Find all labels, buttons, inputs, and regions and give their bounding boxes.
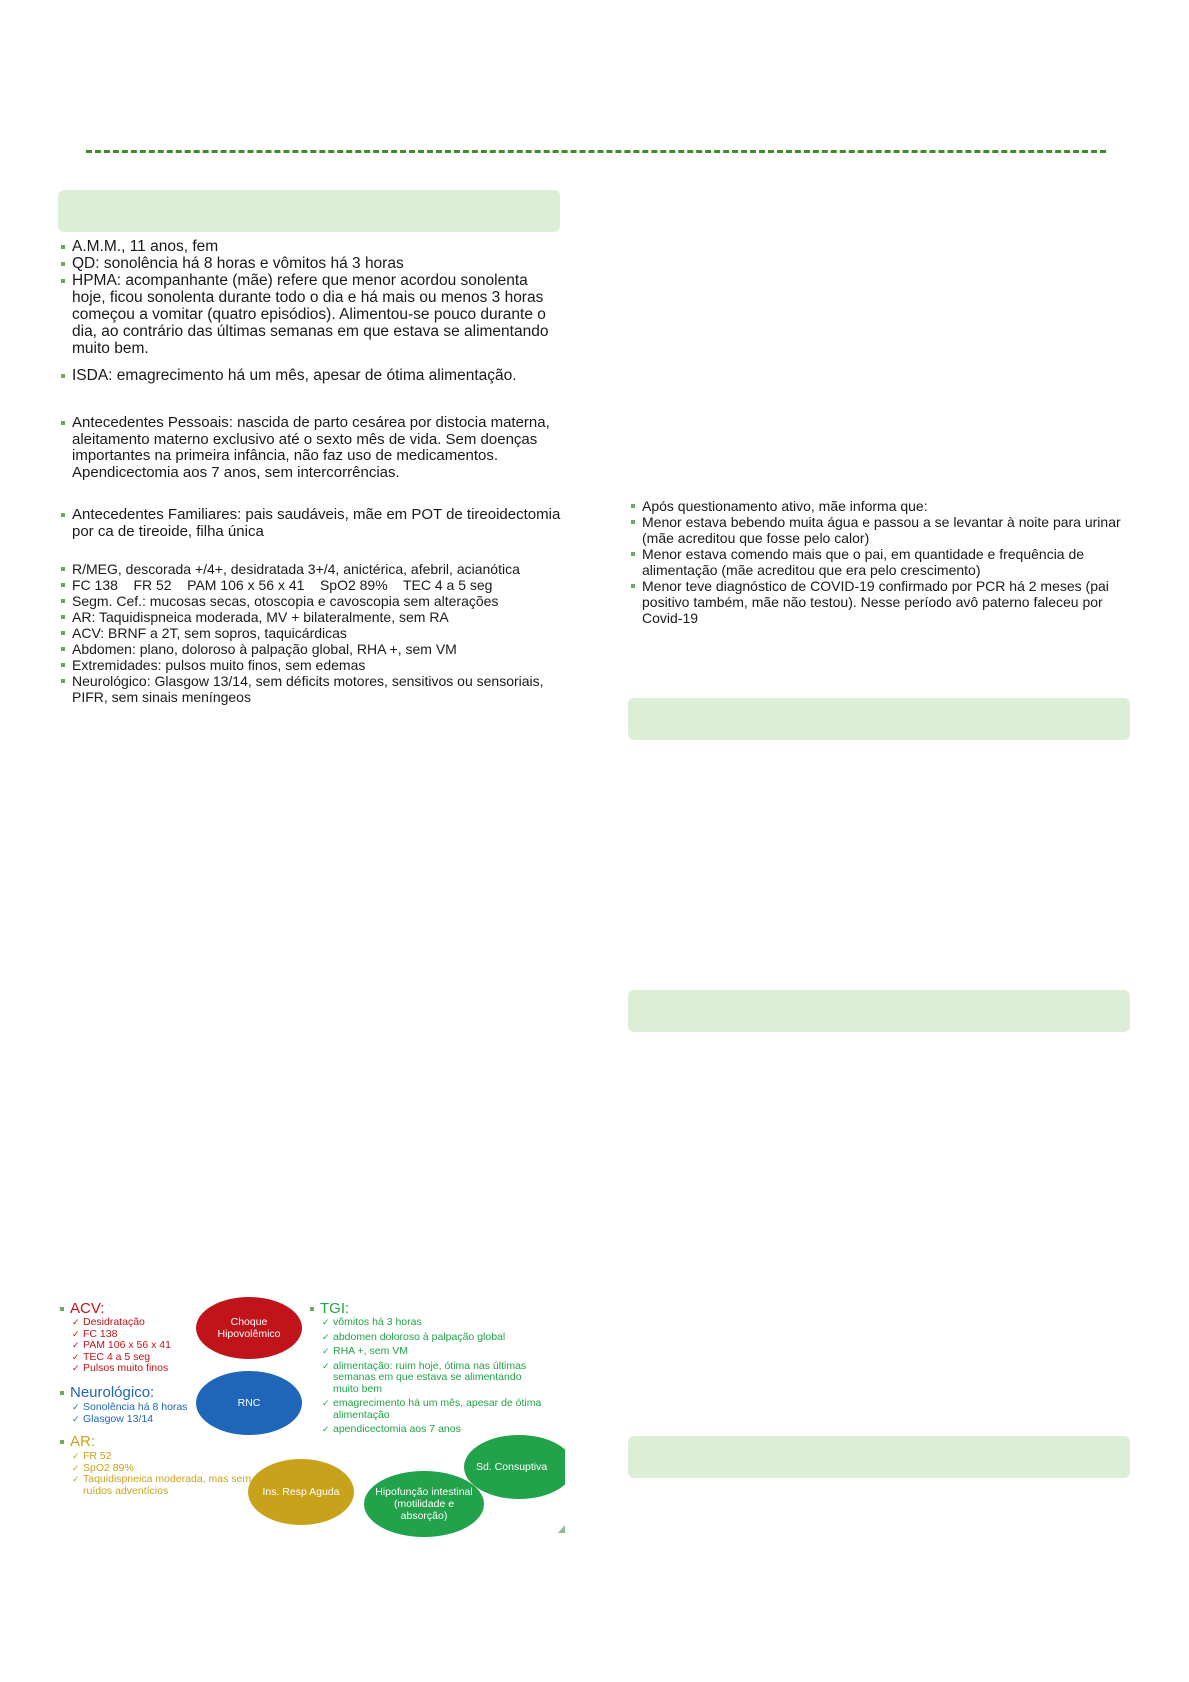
list-item: ISDA: emagrecimento há um mês, apesar de ótima alimentação. xyxy=(60,367,565,384)
list-item: ✓ Desidratação xyxy=(72,1317,197,1329)
list-item: ✓ TEC 4 a 5 seg xyxy=(72,1352,197,1364)
list-item: Após questionamento ativo, mãe informa que: xyxy=(630,498,1130,514)
list-item: Antecedentes Pessoais: nascida de parto cesárea por distocia materna, aleitamento materno exclusivo até o sexto mês de vida. Sem doenças importantes na primeira infância, não faz uso de medicamentos. Apendicectomia aos 7 anos, sem intercorrências. xyxy=(60,415,565,481)
section-band-right-2 xyxy=(628,990,1130,1032)
case-history-list xyxy=(60,238,565,384)
section-band-right-1 xyxy=(628,698,1130,740)
list-item: ✓ FR 52 xyxy=(72,1451,257,1463)
list-item: ✓ PAM 106 x 56 x 41 xyxy=(72,1340,197,1352)
list-item: Menor estava bebendo muita água e passou a se levantar à noite para urinar (mãe acreditou que fosse pelo calor) xyxy=(630,514,1130,546)
list-item: QD: sonolência há 8 horas e vômitos há 3 horas xyxy=(60,255,565,272)
ar-heading: AR: xyxy=(60,1434,95,1450)
neuro-list xyxy=(72,1402,202,1425)
list-item: ACV: BRNF a 2T, sem sopros, taquicárdicas xyxy=(60,625,565,641)
list-item: FC 138 FR 52 PAM 106 x 56 x 41 SpO2 89% TEC 4 a 5 seg xyxy=(60,577,565,593)
list-item: ✓ alimentação: ruim hoje, ótima nas últimas semanas em que estava se alimentando muito bem xyxy=(322,1361,547,1396)
section-band-left xyxy=(58,190,560,232)
list-item: ✓ SpO2 89% xyxy=(72,1463,257,1475)
list-item: Menor teve diagnóstico de COVID-19 confirmado por PCR há 2 meses (pai positivo também, mãe não testou). Nesse período avô paterno faleceu por Covid-19 xyxy=(630,578,1130,626)
oval-ins-resp-aguda: Ins. Resp Aguda xyxy=(248,1459,354,1525)
oval-rnc: RNC xyxy=(196,1371,302,1435)
acv-list xyxy=(72,1317,197,1375)
tgi-list xyxy=(322,1317,547,1436)
list-item: ✓ emagrecimento há um mês, apesar de ótima alimentação xyxy=(322,1398,547,1421)
oval-hipofuncao-intestinal: Hipofunção intestinal (motilidade e absorção) xyxy=(364,1471,484,1537)
antecedentes-list xyxy=(60,415,565,540)
list-item: AR: Taquidispneica moderada, MV + bilateralmente, sem RA xyxy=(60,609,565,625)
list-item: ✓ abdomen doloroso à palpação global xyxy=(322,1332,547,1344)
corner-mark-icon xyxy=(558,1525,565,1533)
oval-sd-consuptiva: Sd. Consuptiva xyxy=(464,1435,565,1499)
list-item: Abdomen: plano, doloroso à palpação global, RHA +, sem VM xyxy=(60,641,565,657)
list-item: HPMA: acompanhante (mãe) refere que menor acordou sonolenta hoje, ficou sonolenta durante todo o dia e há mais ou menos 3 horas começou a vomitar (quatro episódios). Alimentou-se pouco durante o dia, ao contrário das últimas semanas em que estava se alimentando muito bem. xyxy=(60,272,565,357)
acv-heading: ACV: xyxy=(60,1301,104,1317)
list-item: ✓ FC 138 xyxy=(72,1329,197,1341)
list-item: Antecedentes Familiares: pais saudáveis, mãe em POT de tireoidectomia por ca de tireoide, filha única xyxy=(60,507,565,540)
list-item: ✓ vômitos há 3 horas xyxy=(322,1317,547,1329)
active-questioning-list xyxy=(630,498,1130,626)
tgi-heading: TGI: xyxy=(310,1301,349,1317)
list-item: ✓ Taquidispneica moderada, mas sem ruídos adventícios xyxy=(72,1474,257,1497)
ar-list xyxy=(72,1451,257,1497)
list-item: ✓ apendicectomia aos 7 anos xyxy=(322,1424,547,1436)
list-item: ✓ RHA +, sem VM xyxy=(322,1346,547,1358)
list-item: ✓ Pulsos muito finos xyxy=(72,1363,197,1375)
list-item: R/MEG, descorada +/4+, desidratada 3+/4, anictérica, afebril, acianótica xyxy=(60,561,565,577)
systems-diagram xyxy=(60,1297,565,1537)
section-band-right-3 xyxy=(628,1436,1130,1478)
list-item: Extremidades: pulsos muito finos, sem edemas xyxy=(60,657,565,673)
list-item: ✓ Glasgow 13/14 xyxy=(72,1414,202,1426)
physical-exam-list xyxy=(60,561,565,705)
oval-choque-hipovolemico: Choque Hipovolêmico xyxy=(196,1297,302,1359)
list-item: A.M.M., 11 anos, fem xyxy=(60,238,565,255)
neuro-heading: Neurológico: xyxy=(60,1385,154,1401)
list-item: Neurológico: Glasgow 13/14, sem déficits motores, sensitivos ou sensoriais, PIFR, sem sinais meníngeos xyxy=(60,673,565,705)
list-item: Segm. Cef.: mucosas secas, otoscopia e cavoscopia sem alterações xyxy=(60,593,565,609)
dashed-divider xyxy=(86,150,1106,153)
list-item: Menor estava comendo mais que o pai, em quantidade e frequência de alimentação (mãe acreditou que era pelo crescimento) xyxy=(630,546,1130,578)
list-item: ✓ Sonolência há 8 horas xyxy=(72,1402,202,1414)
